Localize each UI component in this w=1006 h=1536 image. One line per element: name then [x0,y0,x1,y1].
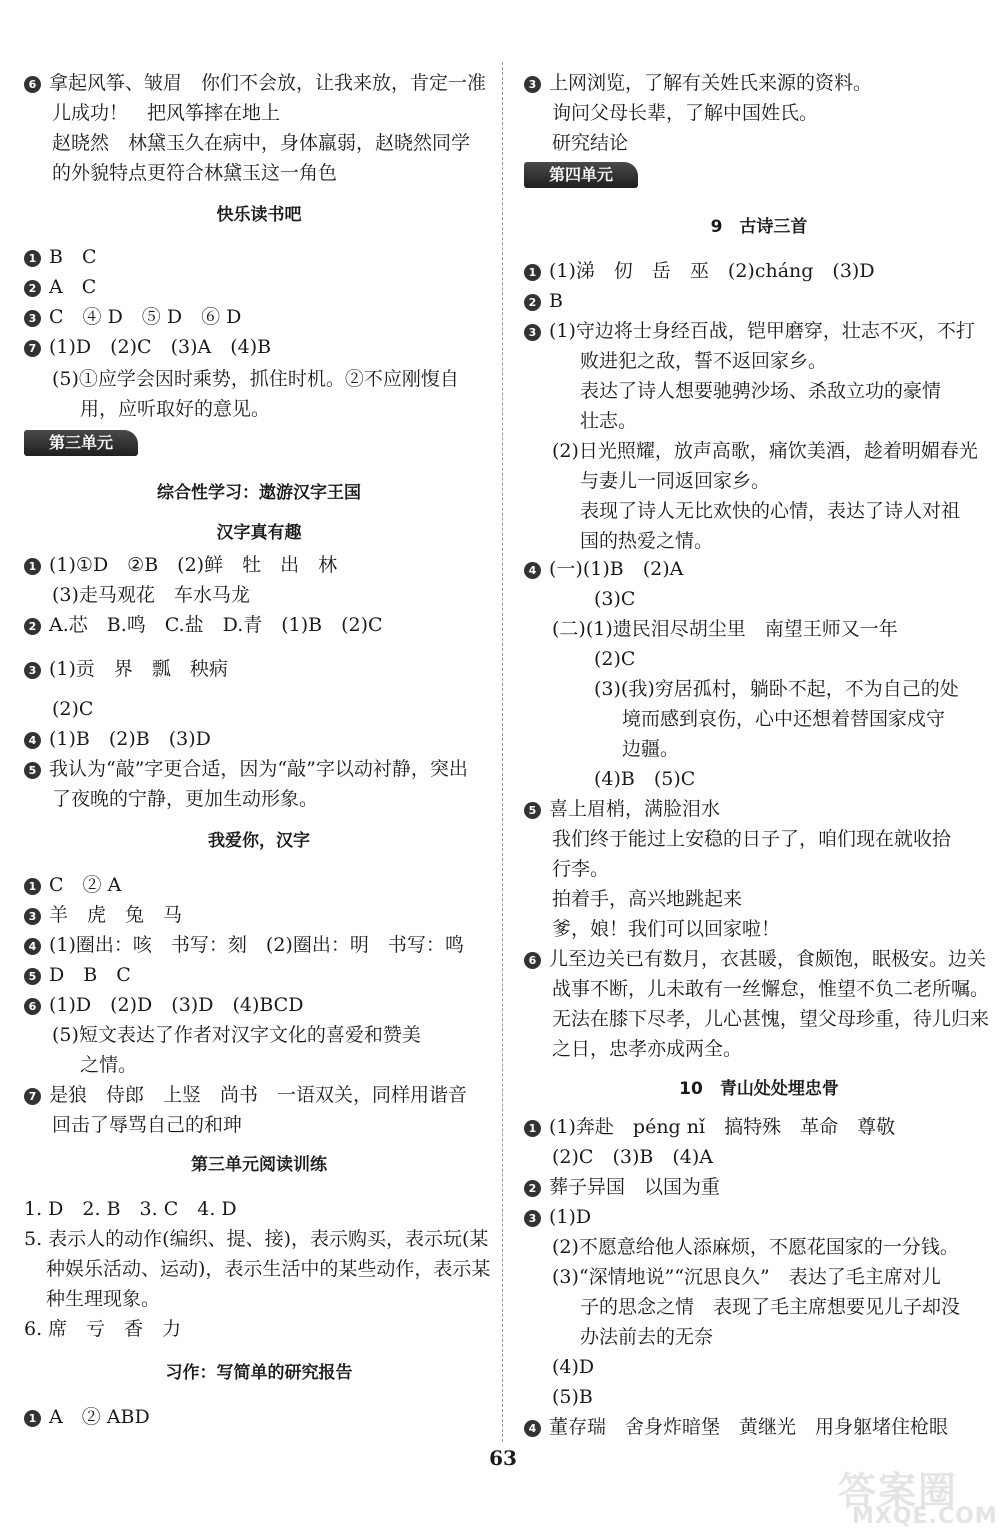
answer-text: 国的热爱之情。 [580,530,714,552]
answer-line [580,348,827,376]
question-number-badge: 1 [24,250,41,267]
answer-text: 无法在膝下尽孝，儿心甚愧，望父母珍重，待儿归来 [552,1008,990,1030]
section-heading [524,1076,994,1104]
watermark-logo [838,1458,998,1530]
answer-text: 回击了辱骂自己的和珅 [52,1114,243,1136]
answer-text: 5. 表示人的动作(编织、提、接)，表示购买，表示玩(某 [24,1228,489,1250]
unit-banner-3: 第三单元 [24,430,138,456]
answer-line [52,130,470,158]
answer-text: 边疆。 [622,738,680,760]
answer-line [594,766,695,794]
answer-text: 10 青山处处埋忠骨 [679,1079,839,1099]
question-number-badge: 4 [24,938,41,955]
section-heading [24,1152,494,1180]
answer-line [594,586,635,614]
answer-line [622,736,679,764]
question-number-badge: 1 [24,1410,41,1427]
answer-line [580,498,960,526]
answer-line [552,130,628,158]
question-number-badge: 3 [524,76,541,93]
question-number-badge: 6 [24,76,41,93]
answer-text: 1. D 2. B 3. C 4. D [24,1198,237,1220]
answer-line [552,1264,941,1292]
answer-line [24,70,486,98]
answer-text: 赵晓然 林黛玉久在病中，身体羸弱，赵晓然同学 [52,132,471,154]
answer-line [580,408,637,436]
answer-text: 羊 虎 兔 马 [49,904,183,926]
answer-line [24,1316,181,1344]
answer-line [594,646,635,674]
answer-line [552,1036,742,1064]
answer-text: (3)(我)穷居孤村，躺卧不起，不为自己的处 [594,678,959,700]
answer-text: 我爱你，汉字 [208,831,310,851]
answer-text: 习作：写简单的研究报告 [165,1363,353,1383]
answer-line [580,468,770,496]
answer-text: 表达了诗人想要驰骋沙场、杀敌立功的豪情 [580,380,942,402]
watermark-url: MXQE.COM [852,1504,998,1529]
section-heading [24,1360,494,1388]
question-number-badge: 7 [24,1088,41,1105]
answer-line [552,438,978,466]
answer-text: 我们终于能过上安稳的日子了，咱们现在就收拾 [552,828,952,850]
answer-text: B C [49,246,97,268]
answer-text: 之情。 [80,1054,138,1076]
answer-line [524,796,720,824]
answer-text: 拿起风筝、皱眉 你们不会放，让我来放，肯定一准 [49,72,487,94]
answer-line [622,706,945,734]
answer-line [524,258,875,286]
answer-line [580,378,941,406]
answer-line [24,1082,467,1110]
answer-line [594,676,959,704]
answer-line [52,786,318,814]
answer-text: 喜上眉梢，满脸泪水 [549,798,721,820]
answer-line [46,1256,490,1284]
section-heading [524,214,994,242]
answer-text: 儿成功！ 把风筝摔在地上 [52,102,281,124]
answer-line [24,1196,237,1224]
answer-text: (1)涕 仞 岳 巫 (2)cháng (3)D [549,260,875,282]
answer-line [552,1354,594,1382]
answer-line [24,656,228,684]
answer-line [552,616,898,644]
answer-text: A ② ABD [49,1406,150,1428]
answer-line [580,1324,713,1352]
answer-line [524,1174,720,1202]
answer-line [24,872,121,900]
answer-line [524,946,986,974]
question-number-badge: 4 [24,732,41,749]
answer-text: 壮志。 [580,410,638,432]
question-number-badge: 1 [524,264,541,281]
answer-text: (二)(1)遗民泪尽胡尘里 南望王师又一年 [552,618,898,640]
answer-text: 境而感到哀伤，心中还想着替国家戍守 [622,708,946,730]
answer-text: 汉字真有趣 [216,523,302,543]
answer-line [524,556,683,584]
question-number-badge: 6 [24,998,41,1015]
answer-text: 之日，忠孝亦成两全。 [552,1038,743,1060]
unit-banner-4: 第四单元 [524,162,638,188]
answer-text: (1)D (2)D (3)D (4)BCD [49,994,304,1016]
answer-text: (3)“深情地说”“沉思良久” 表达了毛主席对儿 [552,1266,941,1288]
answer-line [580,1294,960,1322]
answer-text: 我认为“敲”字更合适，因为“敲”字以动衬静，突出 [49,758,468,780]
question-number-badge: 2 [524,1180,541,1197]
answer-line [552,856,609,884]
question-number-badge: 1 [524,1120,541,1137]
answer-text: 研究结论 [552,132,629,154]
answer-text: (1)圈出：咳 书写：刻 (2)圈出：明 书写：鸣 [49,934,464,956]
answer-line [24,902,182,930]
answer-line [552,886,742,914]
answer-line [524,318,975,346]
question-number-badge: 3 [524,1210,541,1227]
answer-line [552,976,989,1004]
answer-text: 是狼 侍郎 上竖 尚书 一语双关，同样用谐音 [49,1084,468,1106]
section-heading [24,202,494,230]
answer-text: 综合性学习：遨游汉字王国 [157,483,361,503]
answer-text: 行李。 [552,858,610,880]
answer-line [24,726,211,754]
answer-line [52,1022,421,1050]
question-number-badge: 1 [24,878,41,895]
watermark-text: 答案圈 [838,1469,959,1513]
answer-line [524,288,563,316]
answer-text: (5)B [552,1386,593,1408]
answer-text: (2)C [52,698,94,720]
answer-text: (2)C (3)B (4)A [552,1146,713,1168]
question-number-badge: 2 [24,280,41,297]
answer-line [24,756,468,784]
answer-text: (5)短文表达了作者对汉字文化的喜爱和赞美 [52,1024,421,1046]
answer-text: D B C [49,964,131,986]
answer-line [552,1234,959,1262]
answer-text: 葬子异国 以国为重 [549,1176,721,1198]
answer-text: (4)D [552,1356,595,1378]
answer-text: A.芯 B.鸣 C.盐 D.青 (1)B (2)C [49,614,383,636]
answer-line [46,1286,160,1314]
answer-text: (1)①D ②B (2)鲜 牡 出 林 [49,554,338,576]
answer-text: (2)日光照耀，放声高歌，痛饮美酒，趁着明媚春光 [552,440,978,462]
answer-line [80,396,270,424]
answer-line [52,582,250,610]
answer-line [52,160,337,188]
question-number-badge: 3 [24,662,41,679]
answer-line [524,70,872,98]
answer-text: 爹，娘！我们可以回家啦！ [552,918,781,940]
answer-text: (3)走马观花 车水马龙 [52,584,250,606]
answer-line [552,1006,989,1034]
question-number-badge: 4 [524,1420,541,1437]
answer-text: (3)C [594,588,636,610]
question-number-badge: 3 [524,324,541,341]
question-number-badge: 3 [24,908,41,925]
answer-line [24,1226,488,1254]
section-heading [24,480,494,508]
answer-text: C ② A [49,874,122,896]
answer-text: 与妻儿一同返回家乡。 [580,470,771,492]
answer-line [552,916,780,944]
answer-line [552,100,818,128]
question-number-badge: 4 [524,562,541,579]
answer-text: (5)①应学会因时乘势，抓住时机。②不应刚愎自 [52,368,459,390]
answer-line [24,244,97,272]
section-heading [24,828,494,856]
answer-text: 子的思念之情 表现了毛主席想要见儿子却没 [580,1296,961,1318]
answer-text: (1)B (2)B (3)D [49,728,211,750]
question-number-badge: 3 [24,310,41,327]
answer-line [24,334,271,362]
answer-text: (2)不愿意给他人添麻烦，不愿花国家的一分钱。 [552,1236,959,1258]
question-number-badge: 6 [524,952,541,969]
answer-line [24,304,241,332]
answer-text: 上网浏览，了解有关姓氏来源的资料。 [549,72,873,94]
question-number-badge: 5 [524,802,541,819]
answer-line [52,1112,242,1140]
answer-text: (1)守边将士身经百战，铠甲磨穿，壮志不灭，不打 [549,320,975,342]
answer-text: 6. 席 亏 香 力 [24,1318,182,1340]
answer-text: 的外貌特点更符合林黛玉这一角色 [52,162,338,184]
answer-text: (1)D (2)C (3)A (4)B [49,336,272,358]
answer-line [52,696,93,724]
answer-text: A C [49,276,97,298]
answer-line [24,612,383,640]
answer-text: 询问父母长辈，了解中国姓氏。 [552,102,819,124]
answer-text: B [549,290,563,312]
answer-line [524,1114,895,1142]
answer-text: 儿至边关已有数月，衣甚暖，食颇饱，眠极安。边关 [549,948,987,970]
page-number: 63 [489,1446,517,1470]
answer-line [24,962,131,990]
answer-line [24,552,337,580]
answer-line [24,992,303,1020]
answer-text: 种娱乐活动、运动)，表示生活中的某些动作，表示某 [46,1258,491,1280]
question-number-badge: 2 [524,294,541,311]
answer-text: 拍着手，高兴地跳起来 [552,888,743,910]
answer-text: 种生理现象。 [46,1288,161,1310]
answer-text: C ④ D ⑤ D ⑥ D [49,306,242,328]
answer-text: (1)D [549,1206,592,1228]
column-divider [502,62,503,1442]
answer-line [580,528,713,556]
answer-text: 第三单元阅读训练 [191,1155,327,1175]
answer-line [552,1144,713,1172]
answer-line [52,366,459,394]
answer-line [524,1204,591,1232]
section-heading [24,520,494,548]
answer-line [24,1404,150,1432]
question-number-badge: 2 [24,618,41,635]
answer-text: 了夜晚的宁静，更加生动形象。 [52,788,319,810]
answer-line [24,274,96,302]
answer-line [80,1052,137,1080]
answer-text: 9 古诗三首 [710,217,808,237]
answer-text: (2)C [594,648,636,670]
answer-text: 用，应听取好的意见。 [80,398,271,420]
answer-text: 董存瑞 舍身炸暗堡 黄继光 用身躯堵住枪眼 [549,1416,949,1438]
answer-text: 败进犯之敌，誓不返回家乡。 [580,350,828,372]
answer-line [552,1384,593,1412]
answer-text: 快乐读书吧 [216,205,302,225]
question-number-badge: 1 [24,558,41,575]
answer-line [24,932,464,960]
answer-line [552,826,951,854]
answer-text: (1)奔赴 péng nǐ 搞特殊 革命 尊敬 [549,1116,896,1138]
answer-line [524,1414,948,1442]
answer-text: (1)贡 界 瓢 秧病 [49,658,228,680]
question-number-badge: 5 [24,968,41,985]
question-number-badge: 7 [24,340,41,357]
question-number-badge: 5 [24,762,41,779]
answer-text: (4)B (5)C [594,768,696,790]
answer-text: 办法前去的无奈 [580,1326,714,1348]
answer-line [52,100,280,128]
answer-text: 表现了诗人无比欢快的心情，表达了诗人对祖 [580,500,961,522]
answer-text: (一)(1)B (2)A [549,558,684,580]
answer-text: 战事不断，儿未敢有一丝懈怠，惟望不负二老所嘱。 [552,978,990,1000]
